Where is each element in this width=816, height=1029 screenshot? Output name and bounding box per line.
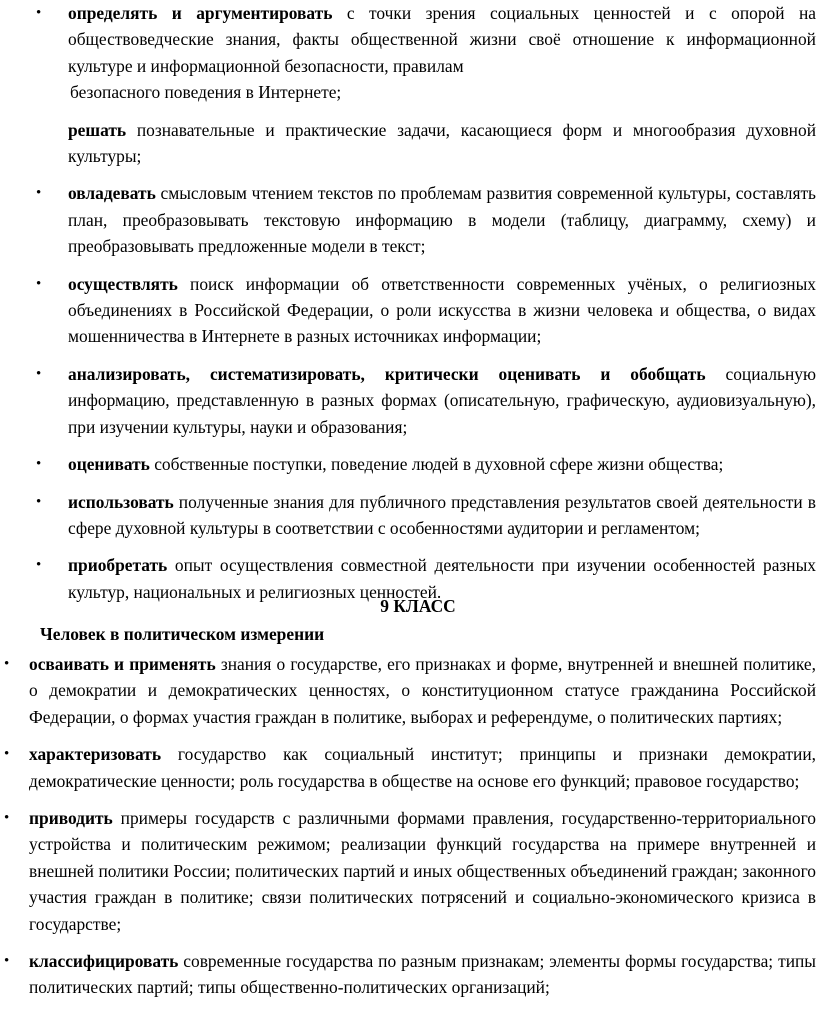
action-verb: приводить bbox=[29, 808, 113, 829]
item-text: собственные поступки, поведение людей в духовной сфере жизни общества; bbox=[149, 454, 724, 475]
action-verb: определять и аргументировать bbox=[68, 3, 333, 23]
item-text: современные государства по разным признакам; элементы формы государства; типы политических партий; типы общественно-политических организаций; bbox=[29, 951, 816, 998]
list-item bbox=[4, 741, 816, 794]
list-item bbox=[4, 805, 816, 937]
list-item bbox=[36, 361, 816, 440]
list-item bbox=[36, 451, 816, 477]
action-verb: осваивать и применять bbox=[29, 654, 216, 674]
action-verb: приобретать bbox=[68, 555, 168, 576]
list-item bbox=[68, 117, 816, 170]
item-text: смысловым чтением текстов по проблемам развития современной культуры, составлять план, преобразовывать текстовую информацию в модели (таблицу, диаграмму, схему) и преобразовывать предложенные модели в текст; bbox=[68, 183, 816, 257]
list-item bbox=[36, 271, 816, 350]
bullet-icon: • bbox=[36, 365, 42, 382]
list-item-continuation bbox=[70, 79, 816, 105]
bullet-icon: • bbox=[36, 275, 42, 292]
bullet-icon: • bbox=[4, 746, 10, 763]
bullet-icon: • bbox=[4, 810, 10, 827]
item-text: государство как социальный институт; принципы и признаки демократии, демократические ценности; роль государства в обществе на основе его функций; правовое государство; bbox=[29, 744, 816, 791]
bullet-icon: • bbox=[4, 953, 10, 970]
item-text: полученные знания для публичного представления результатов своей деятельности в сфере духовной культуры в соответствии с особенностями аудитории и регламентом; bbox=[68, 491, 816, 538]
list-item bbox=[4, 651, 816, 730]
item-text: знания о государстве, его признаках и форме, внутренней и внешней политике, о демократии и демократических ценностях, о конституционном статусе гражданина Российской Федерации, о формах участия граждан в политике, выборах и референдуме, о политических партиях; bbox=[29, 654, 816, 727]
list-item bbox=[36, 0, 816, 79]
class-heading: 9 КЛАСС bbox=[380, 596, 456, 616]
action-verb: использовать bbox=[68, 491, 174, 512]
item-text: безопасного поведения в Интернете; bbox=[70, 82, 342, 103]
item-text: с точки зрения социальных ценностей и с опорой на обществоведческие знания, факты общественной жизни своё отношение к информационной культуре и информационной безопасности, правилам bbox=[68, 3, 816, 76]
action-verb: осуществлять bbox=[68, 273, 178, 294]
item-text: поиск информации об ответственности современных учёных, о религиозных объединениях в Российской Федерации, о роли искусства в жизни человека и общества, о видах мошенничества в Интернете в разных источниках информации; bbox=[68, 273, 816, 347]
action-verb: классифицировать bbox=[29, 951, 179, 972]
list-item bbox=[4, 948, 816, 1001]
bullet-icon: • bbox=[36, 456, 42, 473]
list-item bbox=[36, 180, 816, 259]
bullet-icon: • bbox=[36, 185, 42, 202]
action-verb: характеризовать bbox=[29, 744, 162, 765]
bullet-icon: • bbox=[36, 557, 42, 574]
action-verb: оценивать bbox=[68, 454, 150, 475]
item-text: познавательные и практические задачи, касающиеся форм и многообразия духовной культуры; bbox=[68, 119, 816, 167]
item-text: социальную информацию, представленную в разных формах (описательную, графическую, аудиовизуальную), при изучении культуры, науки и образования; bbox=[68, 363, 816, 437]
item-text: примеры государств с различными формами правления, государственно-территориального устройства и политическим режимом; реализации функций государства на примере внутренней и внешней политики России; политических партий и иных общественных объединений граждан; законного участия граждан в политике; связи политических потрясений и социально-экономического кризиса в государстве; bbox=[29, 808, 816, 934]
item-text: опыт осуществления совместной деятельности при изучении особенностей разных культур, национальных и религиозных ценностей. bbox=[68, 555, 816, 602]
bullet-icon: • bbox=[36, 5, 42, 21]
action-verb: решать bbox=[68, 119, 127, 140]
bullet-icon: • bbox=[4, 656, 10, 672]
action-verb: овладевать bbox=[68, 183, 156, 204]
list-item bbox=[36, 489, 816, 542]
action-verb: анализировать, систематизировать, критически оценивать и обобщать bbox=[68, 363, 706, 384]
competency-list-9th-grade bbox=[0, 651, 816, 1001]
section-heading: Человек в политическом измерении bbox=[40, 624, 325, 644]
bullet-icon: • bbox=[36, 493, 42, 510]
